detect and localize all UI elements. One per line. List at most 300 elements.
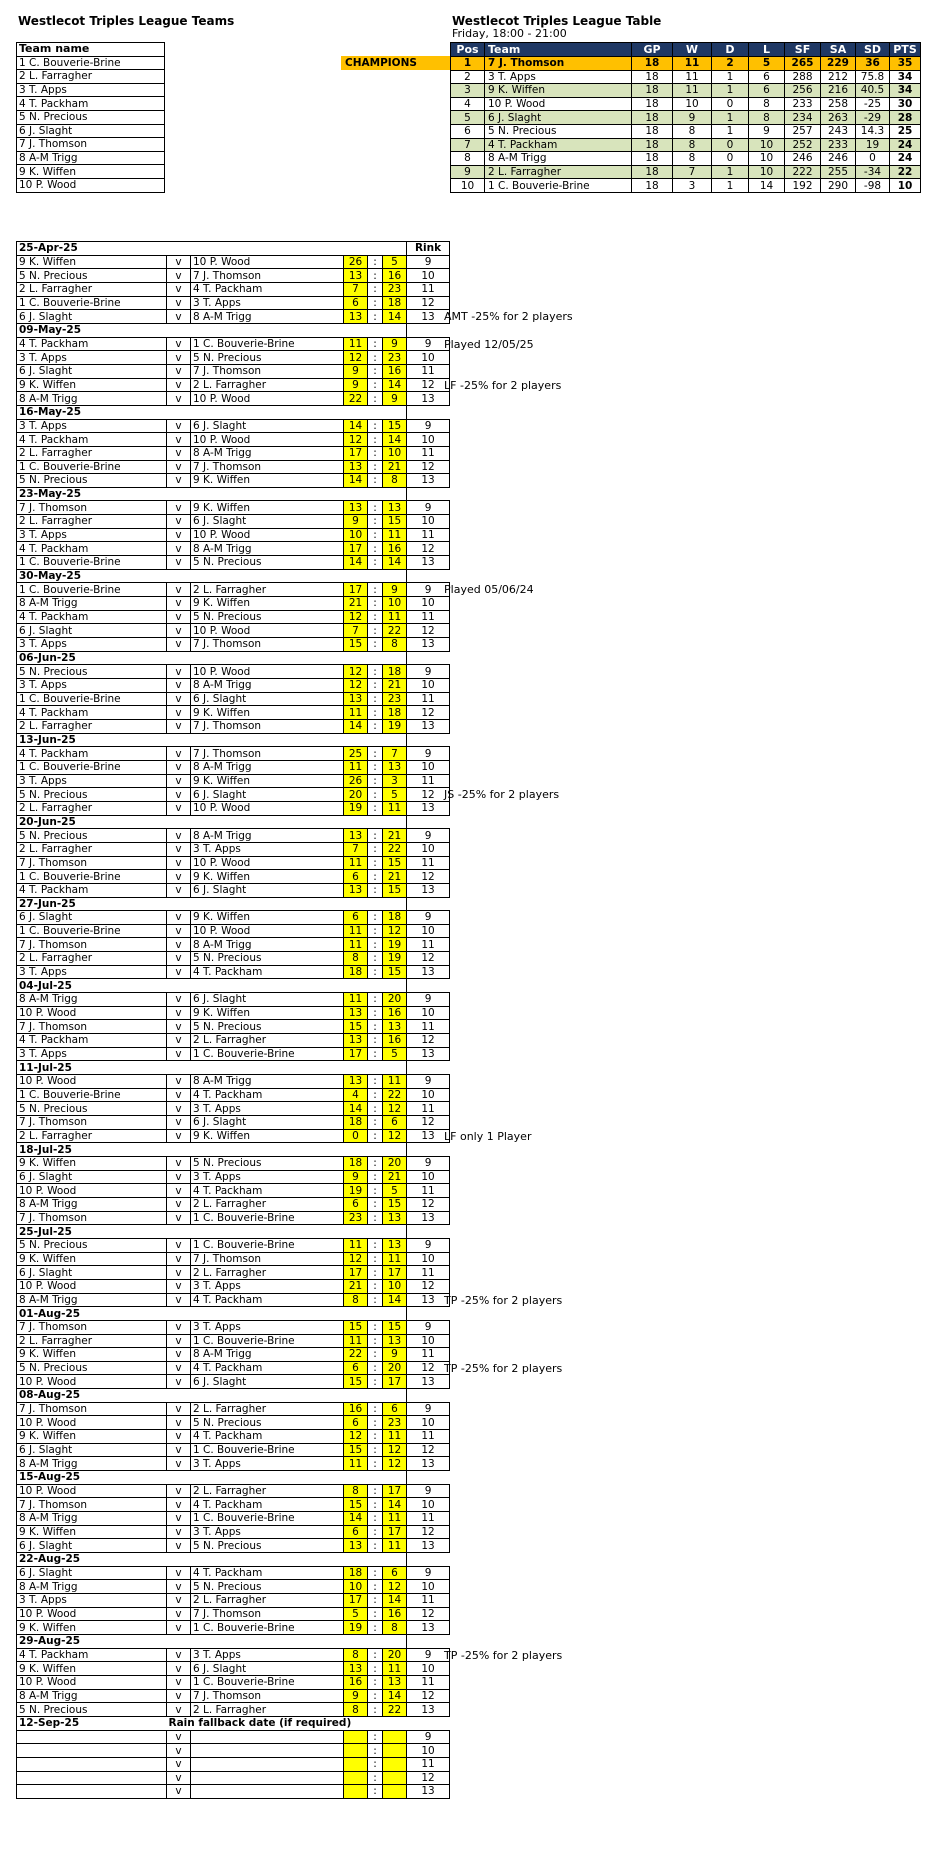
fixture-row — [17, 460, 450, 474]
home-team: 9 K. Wiffen — [17, 1348, 167, 1362]
rink-number — [407, 774, 450, 788]
league-stat-cell: 1 — [712, 70, 749, 84]
score-separator: : — [368, 801, 383, 815]
fixture-note: TP -25% for 2 players — [444, 1648, 563, 1662]
score-separator: : — [368, 842, 383, 856]
rink-number-value: 13 — [421, 1785, 435, 1798]
league-col-header: Team — [485, 43, 632, 57]
versus-label: v — [167, 1252, 191, 1266]
away-score: 5 — [383, 788, 407, 802]
rink-number-value: 10 — [421, 351, 435, 364]
rink-number — [407, 1443, 450, 1457]
home-team: 1 C. Bouverie-Brine — [17, 870, 167, 884]
score-separator: : — [368, 1539, 383, 1553]
home-team — [17, 1757, 167, 1771]
rink-number — [407, 1320, 450, 1334]
away-team: 6 J. Slaght — [191, 515, 344, 529]
versus-label: v — [167, 460, 191, 474]
away-score: 15 — [383, 1320, 407, 1334]
league-row — [451, 152, 921, 166]
rink-number-value: 12 — [421, 1280, 435, 1293]
home-score: 25 — [344, 747, 368, 761]
score-separator: : — [368, 378, 383, 392]
versus-label: v — [167, 1034, 191, 1048]
home-score: 11 — [344, 924, 368, 938]
rink-number-value: 10 — [421, 679, 435, 692]
league-stat-cell: 3 — [451, 84, 485, 98]
away-team: 4 T. Packham — [191, 1361, 344, 1375]
league-stat-cell: 8 — [749, 97, 785, 111]
rink-number-value: 11 — [421, 1430, 435, 1443]
home-score: 12 — [344, 1252, 368, 1266]
rink-number — [407, 1116, 450, 1130]
versus-label: v — [167, 1348, 191, 1362]
league-stat-cell: 212 — [821, 70, 856, 84]
rink-number-value: 10 — [421, 1007, 435, 1020]
home-score: 9 — [344, 1170, 368, 1184]
rink-number — [407, 665, 450, 679]
versus-label: v — [167, 501, 191, 515]
home-team: 1 C. Bouverie-Brine — [17, 583, 167, 597]
score-separator: : — [368, 1184, 383, 1198]
home-score: 12 — [344, 610, 368, 624]
away-team: 3 T. Apps — [191, 296, 344, 310]
fixture-date-row — [17, 1634, 450, 1648]
fixture-row — [17, 1757, 450, 1771]
rink-number — [407, 583, 534, 597]
away-team: 7 J. Thomson — [191, 269, 344, 283]
fixture-date-row — [17, 651, 450, 665]
fixture-date: 27-Jun-25 — [17, 897, 167, 911]
home-score: 11 — [344, 1238, 368, 1252]
home-team: 1 C. Bouverie-Brine — [17, 924, 167, 938]
away-team: 9 K. Wiffen — [191, 1006, 344, 1020]
home-score: 11 — [344, 938, 368, 952]
home-team: 1 C. Bouverie-Brine — [17, 1088, 167, 1102]
fixture-date-spacer — [167, 733, 407, 747]
team-name: 7 J. Thomson — [17, 138, 165, 152]
home-score: 6 — [344, 296, 368, 310]
rink-number — [407, 883, 450, 897]
score-separator: : — [368, 1156, 383, 1170]
rink-number-value: 11 — [421, 1348, 435, 1361]
home-score: 6 — [344, 1416, 368, 1430]
away-team: 7 J. Thomson — [191, 1607, 344, 1621]
score-separator: : — [368, 364, 383, 378]
home-score: 12 — [344, 665, 368, 679]
away-score: 17 — [383, 1266, 407, 1280]
team-name: 2 L. Farragher — [17, 70, 165, 84]
home-score: 23 — [344, 1211, 368, 1225]
home-score: 9 — [344, 1689, 368, 1703]
away-team: 4 T. Packham — [191, 965, 344, 979]
score-separator: : — [368, 515, 383, 529]
home-score: 12 — [344, 351, 368, 365]
rink-number — [407, 433, 450, 447]
team-name: 1 C. Bouverie-Brine — [17, 56, 165, 70]
team-list-row — [17, 124, 165, 138]
versus-label: v — [167, 1593, 191, 1607]
home-score: 10 — [344, 1580, 368, 1594]
away-score: 19 — [383, 938, 407, 952]
fixture-date: 20-Jun-25 — [17, 815, 167, 829]
fixture-date-row — [17, 1553, 450, 1567]
team-name: 10 P. Wood — [17, 178, 165, 192]
fixture-row — [17, 1034, 450, 1048]
fixture-date: 22-Aug-25 — [17, 1553, 167, 1567]
versus-label: v — [167, 610, 191, 624]
score-separator: : — [368, 1402, 383, 1416]
league-stat-cell: 14.3 — [856, 124, 890, 138]
rink-number — [407, 1184, 450, 1198]
league-stat-cell: 18 — [632, 97, 673, 111]
fixture-row — [17, 774, 450, 788]
away-team: 5 N. Precious — [191, 1156, 344, 1170]
away-score: 12 — [383, 1129, 407, 1143]
rink-number — [407, 1785, 450, 1799]
rink-number — [407, 679, 450, 693]
versus-label: v — [167, 1020, 191, 1034]
team-list-row — [17, 178, 165, 192]
fixture-date: 29-Aug-25 — [17, 1634, 167, 1648]
rink-header-spacer — [407, 1634, 450, 1648]
home-team: 10 P. Wood — [17, 1075, 167, 1089]
home-team — [17, 1785, 167, 1799]
rink-number-value: 10 — [421, 433, 435, 446]
fixture-row — [17, 337, 450, 351]
score-separator: : — [368, 1621, 383, 1635]
rink-number — [407, 801, 450, 815]
fixture-row — [17, 501, 450, 515]
away-score: 12 — [383, 1457, 407, 1471]
rink-number-value: 13 — [421, 1211, 435, 1224]
rink-number — [407, 1252, 450, 1266]
league-stat-cell: 1 — [712, 124, 749, 138]
versus-label: v — [167, 924, 191, 938]
score-separator: : — [368, 1348, 383, 1362]
rink-number-value: 11 — [421, 1594, 435, 1607]
versus-label: v — [167, 1525, 191, 1539]
rink-number-value: 13 — [421, 1293, 435, 1306]
away-score — [383, 1757, 407, 1771]
league-team-cell: 6 J. Slaght — [485, 111, 632, 125]
away-score: 14 — [383, 1498, 407, 1512]
away-score: 12 — [383, 1102, 407, 1116]
versus-label: v — [167, 542, 191, 556]
fixture-row — [17, 638, 450, 652]
home-score: 4 — [344, 1088, 368, 1102]
home-score: 13 — [344, 310, 368, 324]
home-score: 13 — [344, 460, 368, 474]
fixture-row — [17, 1525, 450, 1539]
away-score: 20 — [383, 1156, 407, 1170]
home-score: 9 — [344, 515, 368, 529]
score-separator: : — [368, 1034, 383, 1048]
away-team: 4 T. Packham — [191, 1088, 344, 1102]
league-row — [451, 124, 921, 138]
score-separator: : — [368, 665, 383, 679]
versus-label: v — [167, 1006, 191, 1020]
league-col-header: D — [712, 43, 749, 57]
home-team: 4 T. Packham — [17, 542, 167, 556]
league-stat-cell: 234 — [785, 111, 821, 125]
league-stat-cell: -98 — [856, 179, 890, 193]
versus-label: v — [167, 515, 191, 529]
fixture-date: 18-Jul-25 — [17, 1143, 167, 1157]
away-score: 18 — [383, 706, 407, 720]
rink-number-value: 9 — [424, 665, 432, 678]
league-stat-cell: 246 — [821, 152, 856, 166]
fixture-date-spacer — [167, 1634, 407, 1648]
home-team: 10 P. Wood — [17, 1279, 167, 1293]
league-stat-cell: 18 — [632, 179, 673, 193]
rink-number — [407, 965, 450, 979]
rink-header-spacer — [407, 733, 450, 747]
away-team: 1 C. Bouverie-Brine — [191, 1238, 344, 1252]
score-separator: : — [368, 870, 383, 884]
rink-number — [407, 842, 450, 856]
rink-number — [407, 1402, 450, 1416]
away-team: 5 N. Precious — [191, 1020, 344, 1034]
league-team-cell: 1 C. Bouverie-Brine — [485, 179, 632, 193]
score-separator: : — [368, 1075, 383, 1089]
away-team: 5 N. Precious — [191, 556, 344, 570]
rink-number — [407, 597, 450, 611]
rink-number-value: 10 — [421, 269, 435, 282]
rink-number-value: 9 — [424, 1321, 432, 1334]
league-team-cell: 4 T. Packham — [485, 138, 632, 152]
fixture-row — [17, 433, 450, 447]
away-team: 4 T. Packham — [191, 1566, 344, 1580]
league-stat-cell: 10 — [451, 179, 485, 193]
league-stat-cell: 75.8 — [856, 70, 890, 84]
versus-label: v — [167, 760, 191, 774]
home-team: 2 L. Farragher — [17, 282, 167, 296]
fixture-date: 23-May-25 — [17, 487, 167, 501]
fixture-row — [17, 1129, 450, 1143]
fixture-date-row — [17, 1471, 450, 1485]
away-team: 10 P. Wood — [191, 255, 344, 269]
fixture-row — [17, 1416, 450, 1430]
versus-label: v — [167, 993, 191, 1007]
rink-number-value: 12 — [421, 1198, 435, 1211]
rink-number-value: 10 — [421, 597, 435, 610]
league-stat-cell: 8 — [749, 111, 785, 125]
home-score: 15 — [344, 1375, 368, 1389]
rink-number-value: 9 — [424, 1485, 432, 1498]
fixture-row — [17, 556, 450, 570]
away-team: 6 J. Slaght — [191, 788, 344, 802]
rink-number — [407, 1525, 450, 1539]
fixture-date-spacer — [167, 323, 407, 337]
home-team: 6 J. Slaght — [17, 911, 167, 925]
away-team: 7 J. Thomson — [191, 1689, 344, 1703]
league-team-cell: 5 N. Precious — [485, 124, 632, 138]
home-team: 4 T. Packham — [17, 1034, 167, 1048]
league-stat-cell: 10 — [749, 165, 785, 179]
league-team-cell: 2 L. Farragher — [485, 165, 632, 179]
score-separator: : — [368, 1102, 383, 1116]
rink-number — [407, 1744, 450, 1758]
rink-number-value: 10 — [421, 1662, 435, 1675]
rink-number — [407, 528, 450, 542]
fixture-row — [17, 870, 450, 884]
league-row — [451, 57, 921, 71]
away-score: 15 — [383, 1197, 407, 1211]
away-team: 7 J. Thomson — [191, 460, 344, 474]
home-team: 10 P. Wood — [17, 1375, 167, 1389]
home-score: 11 — [344, 1334, 368, 1348]
away-score: 23 — [383, 282, 407, 296]
fixture-row — [17, 1512, 450, 1526]
versus-label: v — [167, 719, 191, 733]
away-team: 9 K. Wiffen — [191, 501, 344, 515]
fixture-date-row — [17, 815, 450, 829]
home-team: 7 J. Thomson — [17, 1020, 167, 1034]
versus-label: v — [167, 1703, 191, 1717]
away-score: 7 — [383, 747, 407, 761]
league-stat-cell: 35 — [890, 57, 921, 71]
score-separator: : — [368, 1744, 383, 1758]
home-score: 6 — [344, 1361, 368, 1375]
fixture-row — [17, 310, 450, 324]
home-team: 9 K. Wiffen — [17, 1156, 167, 1170]
home-team: 10 P. Wood — [17, 1484, 167, 1498]
home-score: 13 — [344, 1006, 368, 1020]
home-team: 1 C. Bouverie-Brine — [17, 296, 167, 310]
fixture-row — [17, 610, 450, 624]
home-team: 5 N. Precious — [17, 474, 167, 488]
versus-label: v — [167, 1662, 191, 1676]
home-score: 17 — [344, 583, 368, 597]
league-team-cell: 7 J. Thomson — [485, 57, 632, 71]
home-team: 5 N. Precious — [17, 829, 167, 843]
away-team: 6 J. Slaght — [191, 1375, 344, 1389]
away-score: 16 — [383, 269, 407, 283]
rink-number-value: 13 — [421, 392, 435, 405]
away-score: 3 — [383, 774, 407, 788]
rink-number-value: 9 — [424, 583, 432, 596]
fixture-date-row — [17, 979, 450, 993]
home-team: 5 N. Precious — [17, 665, 167, 679]
fixture-row — [17, 528, 450, 542]
rink-number — [407, 1047, 450, 1061]
versus-label: v — [167, 1197, 191, 1211]
score-separator: : — [368, 528, 383, 542]
rink-number-value: 11 — [421, 1020, 435, 1033]
fixture-date: 13-Jun-25 — [17, 733, 167, 747]
versus-label: v — [167, 638, 191, 652]
rink-number — [407, 542, 450, 556]
home-team: 4 T. Packham — [17, 706, 167, 720]
fixture-date-spacer — [167, 405, 407, 419]
versus-label: v — [167, 1075, 191, 1089]
rink-number — [407, 1334, 450, 1348]
league-team-cell: 3 T. Apps — [485, 70, 632, 84]
home-score — [344, 1744, 368, 1758]
fixture-row — [17, 1047, 450, 1061]
home-score: 17 — [344, 1266, 368, 1280]
team-list-row — [17, 83, 165, 97]
away-team: 3 T. Apps — [191, 1170, 344, 1184]
away-score: 11 — [383, 1430, 407, 1444]
home-team: 1 C. Bouverie-Brine — [17, 760, 167, 774]
rink-number — [407, 1621, 450, 1635]
rink-number-value: 13 — [421, 1703, 435, 1716]
away-score: 23 — [383, 351, 407, 365]
score-separator: : — [368, 1498, 383, 1512]
rink-number-value: 13 — [421, 720, 435, 733]
away-score: 16 — [383, 1006, 407, 1020]
versus-label: v — [167, 1102, 191, 1116]
versus-label: v — [167, 1430, 191, 1444]
fixture-row — [17, 1430, 450, 1444]
league-stat-cell: 10 — [749, 138, 785, 152]
fixture-row — [17, 1170, 450, 1184]
rink-number-value: 9 — [424, 829, 432, 842]
score-separator: : — [368, 1484, 383, 1498]
away-score: 21 — [383, 1170, 407, 1184]
rink-header-spacer — [407, 897, 450, 911]
home-team: 5 N. Precious — [17, 1361, 167, 1375]
league-col-header: SA — [821, 43, 856, 57]
rink-number — [407, 1266, 450, 1280]
away-team: 5 N. Precious — [191, 1539, 344, 1553]
rain-fallback-note: Rain fallback date (if required) — [168, 1717, 352, 1730]
away-score: 18 — [383, 665, 407, 679]
versus-label: v — [167, 911, 191, 925]
home-team: 10 P. Wood — [17, 1607, 167, 1621]
team-list-row — [17, 165, 165, 179]
home-score: 12 — [344, 679, 368, 693]
rink-number-value: 9 — [424, 747, 432, 760]
score-separator: : — [368, 1129, 383, 1143]
rink-number-value: 13 — [421, 884, 435, 897]
fixture-row — [17, 542, 450, 556]
score-separator: : — [368, 446, 383, 460]
rink-number — [407, 282, 450, 296]
score-separator: : — [368, 1703, 383, 1717]
versus-label: v — [167, 337, 191, 351]
rink-number — [407, 993, 450, 1007]
league-stat-cell: 222 — [785, 165, 821, 179]
score-separator: : — [368, 1116, 383, 1130]
fixture-row — [17, 515, 450, 529]
rink-number — [407, 1580, 450, 1594]
score-separator: : — [368, 597, 383, 611]
rink-number — [407, 1348, 450, 1362]
versus-label: v — [167, 378, 191, 392]
versus-label: v — [167, 706, 191, 720]
league-stat-cell: 2 — [451, 70, 485, 84]
score-separator: : — [368, 679, 383, 693]
versus-label: v — [167, 556, 191, 570]
home-score: 17 — [344, 1593, 368, 1607]
away-score — [383, 1744, 407, 1758]
rink-number — [407, 296, 450, 310]
away-score: 11 — [383, 1662, 407, 1676]
league-stat-cell: 18 — [632, 111, 673, 125]
score-separator: : — [368, 1211, 383, 1225]
home-team: 4 T. Packham — [17, 1648, 167, 1662]
league-table — [450, 42, 921, 193]
home-score: 26 — [344, 774, 368, 788]
league-stat-cell: -25 — [856, 97, 890, 111]
fixture-date: 16-May-25 — [17, 405, 167, 419]
home-team: 1 C. Bouverie-Brine — [17, 556, 167, 570]
home-score: 11 — [344, 1457, 368, 1471]
away-team: 8 A-M Trigg — [191, 1075, 344, 1089]
